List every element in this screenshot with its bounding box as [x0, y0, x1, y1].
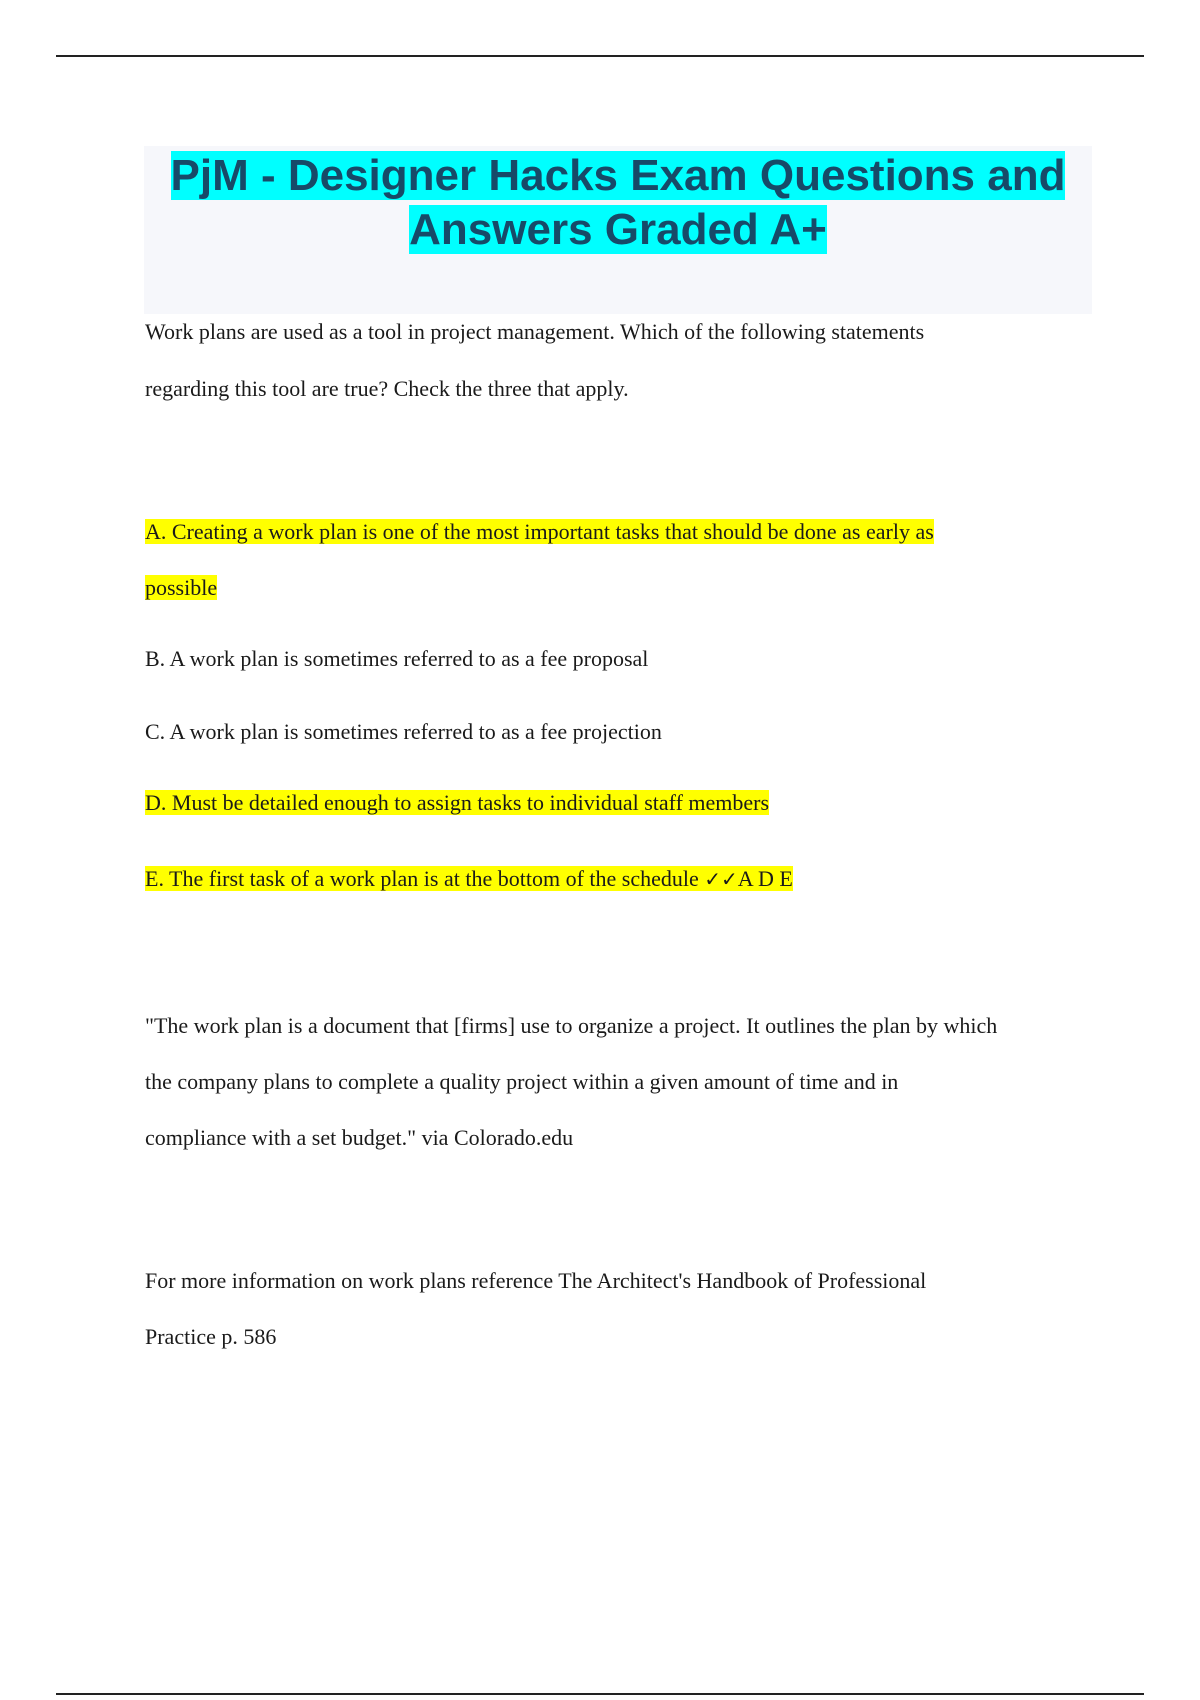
page-title — [144, 146, 1092, 257]
option-e — [145, 851, 1105, 907]
document-body — [145, 304, 1105, 1365]
option-a-line-1 — [145, 504, 1105, 560]
option-c: C. A work plan is sometimes referred to as a fee projection — [145, 719, 662, 744]
bottom-rule — [56, 1693, 1144, 1695]
explanation-line-2: the company plans to complete a quality project within a given amount of time and in — [145, 1069, 899, 1094]
question-line-1: Work plans are used as a tool in project management. Which of the following statements — [145, 319, 925, 344]
option-a-line-2 — [145, 560, 1105, 616]
option-b: B. A work plan is sometimes referred to as a fee proposal — [145, 646, 649, 671]
option-d-text: D. Must be detailed enough to assign tasks to individual staff members — [145, 790, 770, 815]
question-line-2: regarding this tool are true? Check the three that apply. — [145, 376, 629, 401]
option-a-line-2-text: possible — [145, 575, 218, 600]
reference-line-2: Practice p. 586 — [145, 1324, 277, 1349]
option-e-text: E. The first task of a work plan is at the bottom of the schedule — [145, 866, 705, 891]
answer-key: A D E — [737, 866, 793, 891]
page-title-text: PjM - Designer Hacks Exam Questions and Answers Graded A+ — [170, 151, 1066, 254]
option-d — [145, 775, 1105, 831]
top-rule — [56, 55, 1144, 57]
title-block — [144, 146, 1092, 314]
explanation-line-3: compliance with a set budget." via Colorado.edu — [145, 1125, 574, 1150]
option-e-highlight — [145, 866, 793, 891]
checkmark-icon: ✓✓ — [704, 867, 738, 891]
explanation-line-1: "The work plan is a document that [firms] use to organize a project. It outlines the plan by which — [145, 1013, 998, 1038]
reference-line-1: For more information on work plans reference The Architect's Handbook of Professional — [145, 1268, 927, 1293]
option-a-line-1-text: A. Creating a work plan is one of the most important tasks that should be done as early as — [145, 519, 934, 544]
